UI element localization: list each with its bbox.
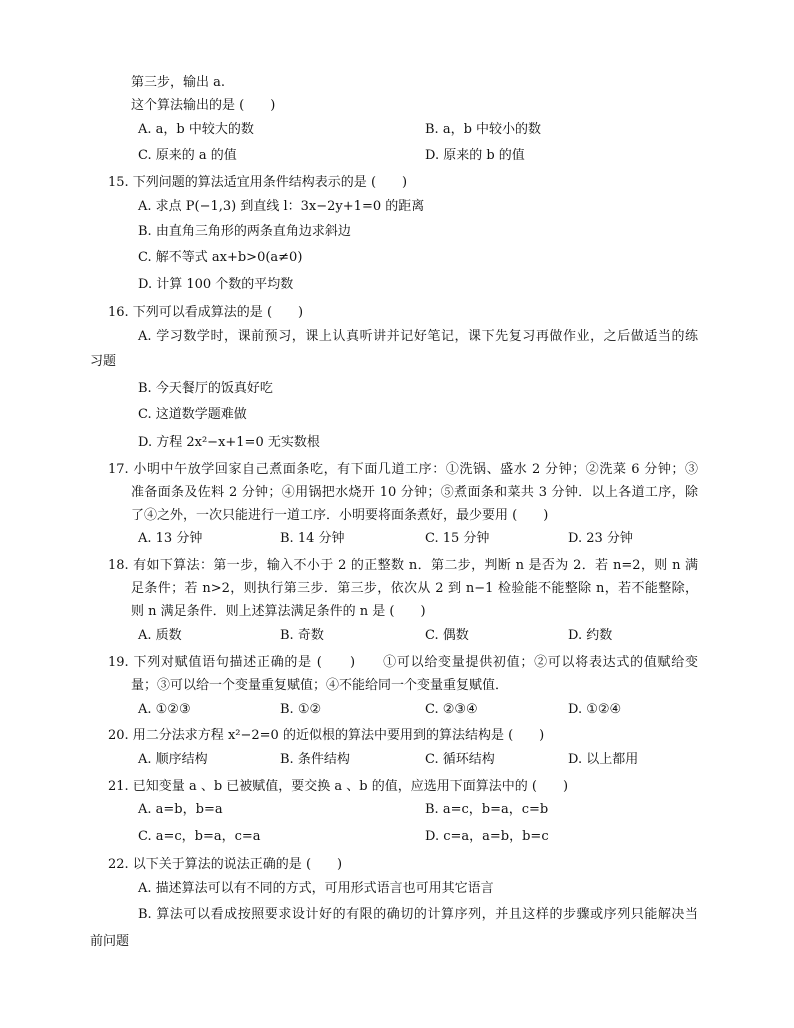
question-17-line3: 了④之外，一次只能进行一道工序．小明要将面条煮好，最少要用 ( ) <box>131 508 549 523</box>
q19-option-c: C. ②③④ <box>425 702 478 717</box>
q17-option-d: D. 23 分钟 <box>568 531 633 546</box>
q19-option-a: A. ①②③ <box>138 702 191 717</box>
q16-option-a-line1: A. 学习数学时，课前预习，课上认真听讲并记好笔记，课下先复习再做作业，之后做适当的练 <box>138 329 698 344</box>
question-18-line3: 则 n 满足条件．则上述算法满足条件的 n 是 ( ) <box>131 604 426 619</box>
question-prompt: 这个算法输出的是 ( ) <box>131 98 276 113</box>
question-21-stem: 21. 已知变量 a 、b 已被赋值，要交换 a 、b 的值，应选用下面算法中的 ( ) <box>108 779 569 794</box>
option-a: A. a，b 中较大的数 <box>138 122 254 137</box>
q18-option-c: C. 偶数 <box>425 628 469 643</box>
question-18-line2: 足条件；若 n>2，则执行第三步．第三步，依次从 2 到 n−1 检验能不能整除 n，若不能整除， <box>131 581 698 596</box>
q21-option-d: D. c=a，a=b，b=c <box>425 829 549 844</box>
q20-option-c: C. 循环结构 <box>425 752 495 767</box>
q20-option-a: A. 顺序结构 <box>138 752 208 767</box>
option-d: D. 原来的 b 的值 <box>425 148 525 163</box>
option-c: C. 原来的 a 的值 <box>138 148 237 163</box>
q18-option-b: B. 奇数 <box>280 628 324 643</box>
question-17-line1: 17. 小明中午放学回家自己煮面条吃，有下面几道工序：①洗锅、盛水 2 分钟；②洗菜 6 分钟；③ <box>108 462 698 477</box>
step3-text: 第三步，输出 a. <box>131 75 226 90</box>
q17-option-b: B. 14 分钟 <box>280 531 345 546</box>
option-b: B. a，b 中较小的数 <box>425 122 542 137</box>
q15-option-b: B. 由直角三角形的两条直角边求斜边 <box>138 224 351 239</box>
q21-option-c: C. a=c，b=a，c=a <box>138 829 261 844</box>
q15-option-c: C. 解不等式 ax+b>0(a≠0) <box>138 250 303 265</box>
q17-option-c: C. 15 分钟 <box>425 531 490 546</box>
question-17-line2: 准备面条及佐料 2 分钟；④用锅把水烧开 10 分钟；⑤煮面条和菜共 3 分钟．以上各道工序，除 <box>131 485 698 500</box>
q16-option-a-line2: 习题 <box>90 354 117 369</box>
q18-option-d: D. 约数 <box>568 628 613 643</box>
question-15-stem: 15. 下列问题的算法适宜用条件结构表示的是 ( ) <box>108 175 408 190</box>
q21-option-b: B. a=c，b=a，c=b <box>425 802 549 817</box>
q19-option-d: D. ①②④ <box>568 702 622 717</box>
question-20-stem: 20. 用二分法求方程 x²−2=0 的近似根的算法中要用到的算法结构是 ( ) <box>108 728 545 743</box>
question-18-line1: 18. 有如下算法：第一步，输入不小于 2 的正整数 n．第二步，判断 n 是否为 2．若 n=2，则 n 满 <box>108 558 698 573</box>
q22-option-b-line2: 前问题 <box>90 934 130 949</box>
question-19-line2: 量；③可以给一个变量重复赋值；④不能给同一个变量重复赋值． <box>131 678 509 693</box>
q19-option-b: B. ①② <box>280 702 322 717</box>
q20-option-d: D. 以上都用 <box>568 752 639 767</box>
q21-option-a: A. a=b，b=a <box>138 802 223 817</box>
question-16-stem: 16. 下列可以看成算法的是 ( ) <box>108 305 304 320</box>
q22-option-b-line1: B. 算法可以看成按照要求设计好的有限的确切的计算序列，并且这样的步骤或序列只能解决当 <box>138 907 698 922</box>
question-19-line1: 19. 下列对赋值语句描述正确的是 ( ) ①可以给变量提供初值；②可以将表达式的值赋给变 <box>108 655 698 670</box>
q17-option-a: A. 13 分钟 <box>138 531 203 546</box>
q18-option-a: A. 质数 <box>138 628 182 643</box>
q15-option-d: D. 计算 100 个数的平均数 <box>138 277 294 292</box>
question-22-stem: 22. 以下关于算法的说法正确的是 ( ) <box>108 857 343 872</box>
q22-option-a: A. 描述算法可以有不同的方式，可用形式语言也可用其它语言 <box>138 881 494 896</box>
q20-option-b: B. 条件结构 <box>280 752 350 767</box>
q15-option-a: A. 求点 P(−1,3) 到直线 l：3x−2y+1=0 的距离 <box>138 199 425 214</box>
q16-option-c: C. 这道数学题难做 <box>138 407 247 422</box>
q16-option-d: D. 方程 2x²−x+1=0 无实数根 <box>138 435 320 450</box>
q16-option-b: B. 今天餐厅的饭真好吃 <box>138 381 273 396</box>
